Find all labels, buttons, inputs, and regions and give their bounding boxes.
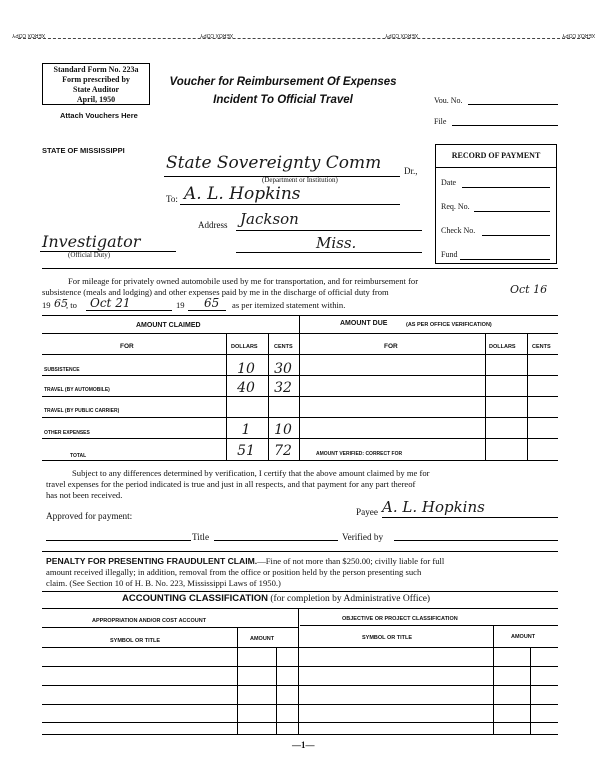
to-label: To: <box>166 194 178 204</box>
row-subsistence-label: SUBSISTENCE <box>44 367 80 373</box>
amount-due-header: AMOUNT DUE <box>340 320 388 327</box>
intro-from-date[interactable]: Oct 16 <box>510 283 548 296</box>
amount-claimed-header: AMOUNT CLAIMED <box>136 322 201 329</box>
certification-line3: has not been received. <box>46 490 123 500</box>
accounting-row-line[interactable] <box>42 685 558 686</box>
accounting-title-note: (for completion by Administrative Office) <box>270 594 431 604</box>
claimed-dollars-header: DOLLARS <box>231 344 258 350</box>
intro-year2[interactable]: 65 <box>204 296 220 310</box>
verified-by-label: Verified by <box>342 532 384 542</box>
row-travel-auto-cents[interactable]: 32 <box>274 380 292 396</box>
standard-form-line3: State Auditor <box>73 85 119 94</box>
intro-line2: subsistence (meals and lodging) and other expenses paid by me in the discharge of official duty from <box>42 287 389 297</box>
payee-value[interactable]: A. L. Hopkins <box>382 498 485 516</box>
accounting-row-line[interactable] <box>42 704 558 705</box>
intro-to-date[interactable]: Oct 21 <box>90 296 131 310</box>
penalty-line3: claim. (See Section 10 of H. B. No. 223, Mississippi Laws of 1950.) <box>46 578 281 588</box>
intro-line1: For mileage for privately owned automobile used by me for transportation, and for reimbursement for <box>68 276 419 286</box>
department-value[interactable]: State Sovereignty Comm <box>166 153 382 173</box>
to-value[interactable]: A. L. Hopkins <box>184 184 301 204</box>
row-travel-auto-label: TRAVEL (BY AUTOMOBILE) <box>44 387 110 393</box>
row-other-cents[interactable]: 10 <box>274 422 292 438</box>
penalty-block <box>46 556 444 567</box>
page-number: —1— <box>292 740 315 750</box>
intro-year-prefix1: 19 <box>42 300 51 310</box>
rec-check-label: Check No. <box>441 226 476 235</box>
form-title-line2: Incident To Official Travel <box>213 94 353 106</box>
row-subsistence-dollars[interactable]: 10 <box>237 361 255 377</box>
amount-verified-label: AMOUNT VERIFIED: CORRECT FOR <box>316 451 403 457</box>
due-for-header: FOR <box>384 343 398 350</box>
record-of-payment-box <box>435 144 557 264</box>
intro-suffix: as per itemized statement within. <box>232 300 346 310</box>
official-duty-caption: (Official Duty) <box>68 251 111 259</box>
penalty-line1: —Fine of not more than $250.00; civilly liable for full <box>257 556 445 566</box>
standard-form-box <box>42 63 150 105</box>
department-caption: (Department or Institution) <box>262 176 338 184</box>
standard-form-line4: April, 1950 <box>76 95 116 104</box>
approver-line[interactable] <box>46 540 191 541</box>
row-travel-auto-dollars[interactable]: 40 <box>237 380 255 396</box>
row-subsistence-cents[interactable]: 30 <box>274 361 292 377</box>
certification-line1: Subject to any differences determined by verification, I certify that the above amount claimed by me for <box>72 468 430 478</box>
copy-stub-right2: XEROX COPY <box>562 32 596 38</box>
file-label: File <box>434 117 447 126</box>
row-other-label: OTHER EXPENSES <box>44 430 90 436</box>
copy-stub-right1: XEROX COPY <box>385 32 419 38</box>
vou-no-label: Vou. No. <box>434 96 463 105</box>
payee-line <box>382 517 558 518</box>
to-line <box>180 204 400 205</box>
standard-form-line1: Standard Form No. 223a <box>53 65 139 74</box>
rec-fund-field[interactable] <box>460 259 550 260</box>
rec-check-field[interactable] <box>482 235 550 236</box>
intro-year1[interactable]: 65 <box>54 297 68 310</box>
certification-line2: travel expenses for the period indicated is true and just in all respects, and that payment for any part thereof <box>46 479 416 489</box>
row-total-label: TOTAL <box>70 453 87 459</box>
official-duty-value[interactable]: Investigator <box>42 232 141 251</box>
attach-vouchers-label: Attach Vouchers Here <box>60 111 138 120</box>
section-rule-1 <box>42 268 558 269</box>
state-label: STATE OF MISSISSIPPI <box>42 146 125 155</box>
rec-date-field[interactable] <box>462 187 550 188</box>
due-dollars-header: DOLLARS <box>489 344 516 350</box>
rec-fund-label: Fund <box>441 250 458 259</box>
record-of-payment-title: RECORD OF PAYMENT <box>451 151 541 160</box>
address-value2[interactable]: Miss. <box>316 234 357 252</box>
penalty-line2: amount received illegally; in addition, removal from the office or position held by the person presenting such <box>46 567 422 577</box>
left-symbol-header: SYMBOL OR TITLE <box>110 638 161 644</box>
top-perforation-line <box>18 38 590 39</box>
amount-due-note: (AS PER OFFICE VERIFICATION) <box>406 322 492 328</box>
intro-year-prefix2: 19 <box>176 300 185 310</box>
intro-to-word: , to <box>66 300 77 310</box>
accounting-title: ACCOUNTING CLASSIFICATION <box>122 593 269 604</box>
row-total-cents[interactable]: 72 <box>274 443 292 459</box>
payee-label: Payee <box>356 507 378 517</box>
right-amount-header: AMOUNT <box>511 634 536 640</box>
address-line2 <box>236 252 422 253</box>
accounting-title-block <box>122 593 430 604</box>
title-label: Title <box>192 532 210 542</box>
rec-req-label: Req. No. <box>441 202 470 211</box>
rec-req-field[interactable] <box>474 211 550 212</box>
address-value[interactable]: Jackson <box>240 210 299 228</box>
row-other-dollars[interactable]: 1 <box>241 422 251 438</box>
appropriation-header: APPROPRIATION AND/OR COST ACCOUNT <box>92 618 207 624</box>
right-symbol-header: SYMBOL OR TITLE <box>362 635 413 641</box>
penalty-heading: PENALTY FOR PRESENTING FRAUDULENT CLAIM. <box>46 556 258 566</box>
form-title-line1: Voucher for Reimbursement Of Expenses <box>169 76 397 88</box>
copy-stub-left: XEROX COPY <box>12 32 46 38</box>
row-total-dollars[interactable]: 51 <box>237 443 255 459</box>
objective-header: OBJECTIVE OR PROJECT CLASSIFICATION <box>342 616 458 622</box>
dr-label: Dr., <box>404 166 418 176</box>
due-cents-header: CENTS <box>532 344 551 350</box>
accounting-row-line[interactable] <box>42 666 558 667</box>
vou-no-field[interactable] <box>468 104 558 105</box>
copy-stub-mid: XEROX COPY <box>200 32 234 38</box>
standard-form-line2: Form prescribed by <box>62 75 130 84</box>
file-field[interactable] <box>452 125 558 126</box>
approved-label: Approved for payment: <box>46 511 133 521</box>
rec-date-label: Date <box>441 178 457 187</box>
row-travel-public-label: TRAVEL (BY PUBLIC CARRIER) <box>44 408 120 414</box>
title-field[interactable] <box>214 540 338 541</box>
accounting-row-line[interactable] <box>42 722 558 723</box>
address-label: Address <box>198 220 228 230</box>
address-line <box>236 230 422 231</box>
claimed-for-header: FOR <box>120 343 134 350</box>
left-amount-header: AMOUNT <box>250 636 275 642</box>
claimed-cents-header: CENTS <box>274 344 293 350</box>
verified-by-field[interactable] <box>394 540 558 541</box>
